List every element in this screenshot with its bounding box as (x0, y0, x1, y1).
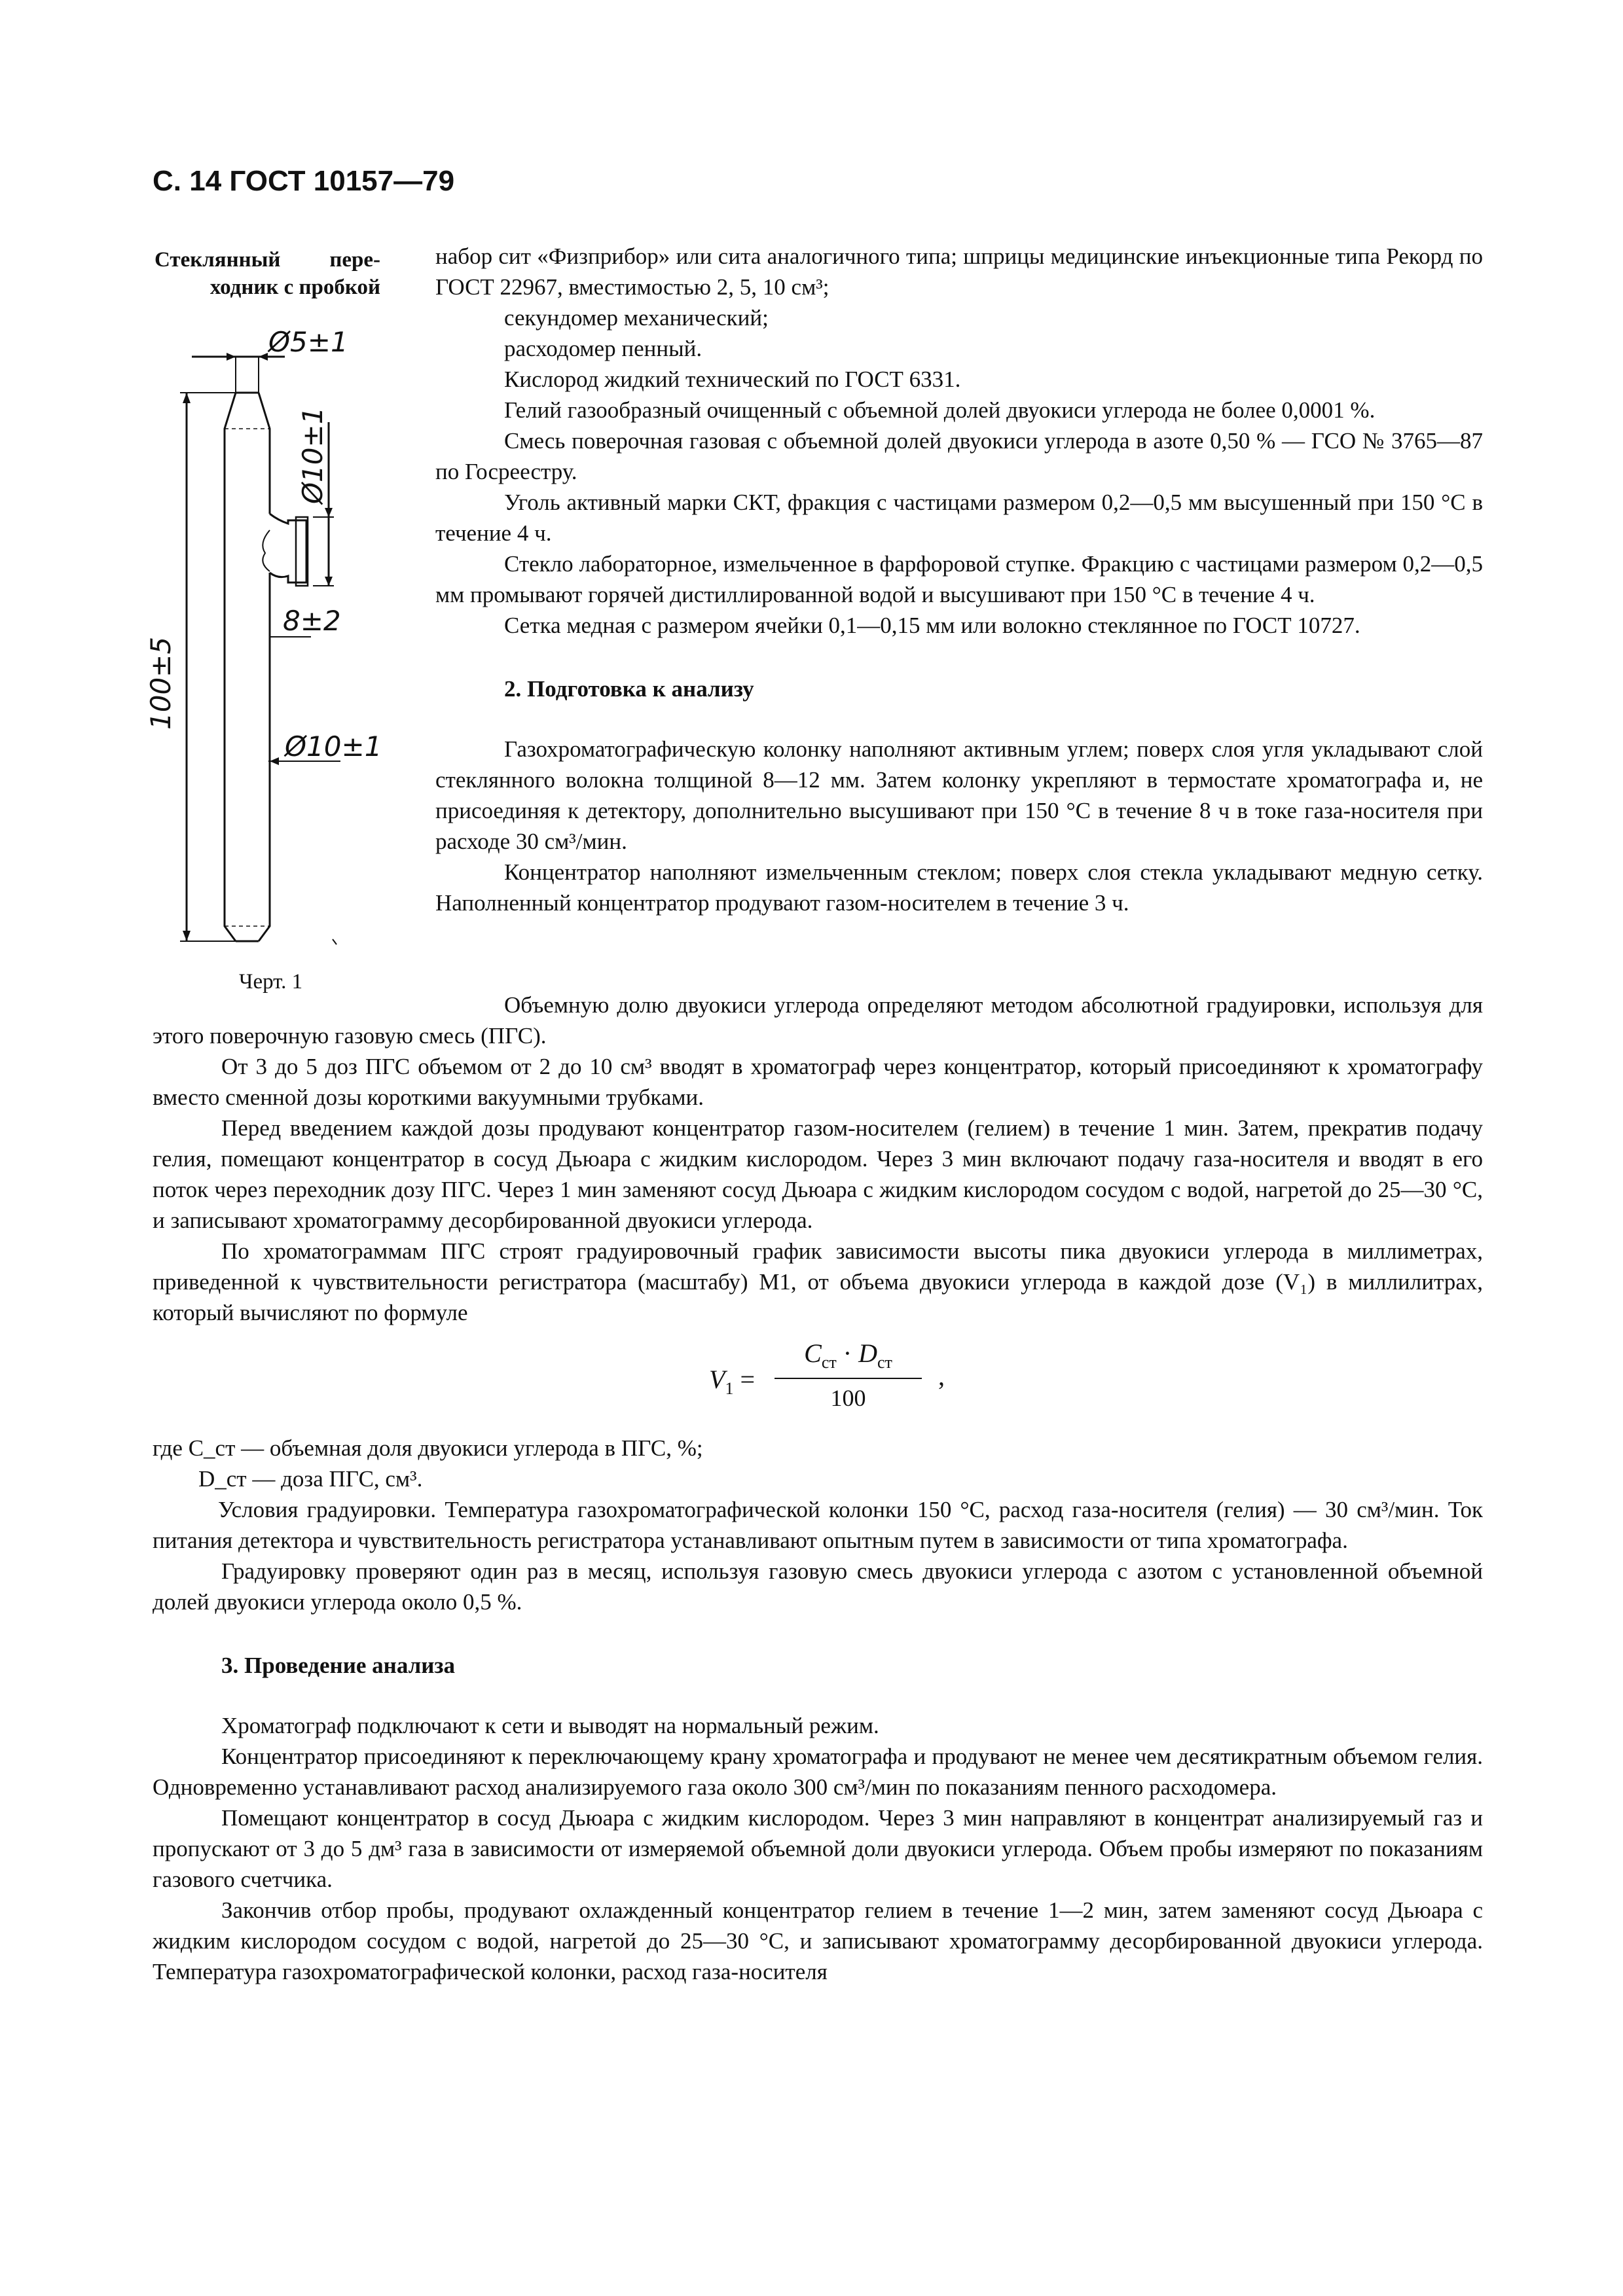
paragraph: Градуировку проверяют один раз в месяц, используя газовую смесь двуокиси углерода с азотом с установленной объемной долей двуокиси углерода около 0,5 %. (153, 1558, 1483, 1615)
paragraph: Концентратор наполняют измельченным стеклом; поверх слоя стекла укладывают медную сетку. Наполненный концентратор продувают газом-носителем в течение 3 ч. (435, 859, 1483, 916)
paragraph: Сетка медная с размером ячейки 0,1—0,15 мм или волокно стеклянное по ГОСТ 10727. (504, 613, 1360, 638)
formula-denominator: 100 (830, 1385, 866, 1411)
paragraph: секундомер механический; (504, 305, 769, 331)
paragraph: Гелий газообразный очищенный с объемной долей двуокиси углерода не более 0,0001 %. (504, 397, 1376, 423)
main-text (153, 990, 1483, 1987)
side-label-line-1: Стеклянный пере- (155, 248, 380, 272)
paragraph: Условия градуировки. Температура газохроматографической колонки 150 °С, расход газа-носителя (гелия) — 30 см³/мин. Ток питания детектора и чувствительность регистратора устанавливают опытным путем в зависимости от типа хроматографа. (153, 1497, 1483, 1553)
paragraph: Стекло лабораторное, измельченное в фарфоровой ступке. Фракцию с частицами размером 0,2—0,5 мм промывают горячей дистиллированной водой и высушивают при 150 °С в течение 4 ч. (435, 551, 1483, 607)
dim-body-diameter: Ø10±1 (285, 730, 382, 762)
paragraph: Смесь поверочная газовая с объемной долей двуокиси углерода в азоте 0,50 % — ГСО № 3765—87 по Госреестру. (435, 428, 1483, 484)
where-line-1: где C_ст — объемная доля двуокиси углерода в ПГС, %; (153, 1435, 703, 1461)
paragraph: Перед введением каждой дозы продувают концентратор газом-носителем (гелием) в течение 1 мин. Затем, прекратив подачу гелия, помещают концентратор в сосуд Дьюара с жидким кислородом. Через 3 мин включают подачу газа-носителя и вводят в его поток через переходник дозу ПГС. Через 1 мин заменяют сосуд Дьюара с жидким кислородом сосудом с водой, нагретой до 25—30 °С, и записывают хроматограмму десорбированной двуокиси углерода. (153, 1115, 1483, 1233)
dim-side-diameter: Ø10±1 (297, 406, 329, 504)
paragraph: Концентратор присоединяют к переключающему крану хроматографа и продувают не менее чем десятикратным объемом гелия. Одновременно устанавливают расход анализируемого газа около 300 см³/мин по показаниям пенного расходомера. (153, 1744, 1483, 1800)
paragraph: расходомер пенный. (504, 336, 702, 361)
figure-caption: Черт. 1 (239, 970, 303, 994)
dim-length: 100±5 (145, 636, 177, 730)
formula-numerator: $C_{ст} \cdot D_{ст}$ (804, 1338, 892, 1372)
formula-lhs: $V_1$ = (709, 1365, 755, 1398)
paragraph: Помещают концентратор в сосуд Дьюара с жидким кислородом. Через 3 мин направляют в концентрат анализируемый газ и пропускают от 3 до 5 дм³ газа в зависимости от измеряемой объемной доли двуокиси углерода. Объем пробы измеряют по показаниям газового счетчика. (153, 1805, 1483, 1892)
formula-comma: , (938, 1361, 945, 1391)
side-label-line-2: ходник с пробкой (210, 276, 380, 299)
paragraph: Объемную долю двуокиси углерода определяют методом абсолютной градуировки, используя для этого поверочную газовую смесь (ПГС). (153, 992, 1483, 1049)
paragraph: Кислород жидкий технический по ГОСТ 6331. (504, 367, 961, 392)
section-2-heading: 2. Подготовка к анализу (504, 676, 754, 702)
dim-top-diameter: Ø5±1 (268, 326, 348, 358)
formula (153, 1335, 1483, 1426)
side-label (155, 246, 380, 301)
where-line-2: D_ст — доза ПГС, см³. (198, 1466, 423, 1492)
paragraph: Уголь активный марки СКТ, фракция с частицами размером 0,2—0,5 мм высушенный при 150 °С в течение 4 ч. (435, 490, 1483, 546)
paragraph: По хроматограммам ПГС строят градуировочный график зависимости высоты пика двуокиси углерода в миллиметрах, приведенной к чувствительности регистратора (масштабу) М1, от объема двуокиси углерода в каждой дозе (V₁) в миллилитрах, который вычисляют по формуле (153, 1238, 1483, 1325)
paragraph: набор сит «Физприбор» или сита аналогичного типа; шприцы медицинские инъекционные типа Рекорд по ГОСТ 22967, вместимостью 2, 5, 10 см³; (435, 243, 1483, 300)
right-column (435, 241, 1483, 918)
dim-offset: 8±2 (283, 605, 341, 637)
paragraph: Газохроматографическую колонку наполняют активным углем; поверх слоя угля укладывают слой стеклянного волокна толщиной 8—12 мм. Затем колонку укрепляют в термостате хроматографа и, не присоединяя к детектору, дополнительно высушивают при 150 °С в течение 8 ч в токе газа-носителя при расходе 30 см³/мин. (435, 736, 1483, 854)
page-header: С. 14 ГОСТ 10157—79 (153, 165, 455, 197)
paragraph: Хроматограф подключают к сети и выводят на нормальный режим. (221, 1713, 879, 1738)
section-3-heading: 3. Проведение анализа (221, 1653, 455, 1678)
paragraph: От 3 до 5 доз ПГС объемом от 2 до 10 см³ вводят в хроматограф через концентратор, который присоединяют к хроматографу вместо сменной дозы короткими вакуумными трубками. (153, 1054, 1483, 1110)
glass-adapter-drawing (144, 324, 406, 959)
paragraph: Закончив отбор пробы, продувают охлажденный концентратор гелием в течение 1—2 мин, затем заменяют сосуд Дьюара с жидким кислородом сосудом с водой, нагретой до 25—30 °С, и записывают хроматограмму десорбированной двуокиси углерода. Температура газохроматографической колонки, расход газа-носителя (153, 1897, 1483, 1984)
fraction-bar (775, 1378, 922, 1379)
